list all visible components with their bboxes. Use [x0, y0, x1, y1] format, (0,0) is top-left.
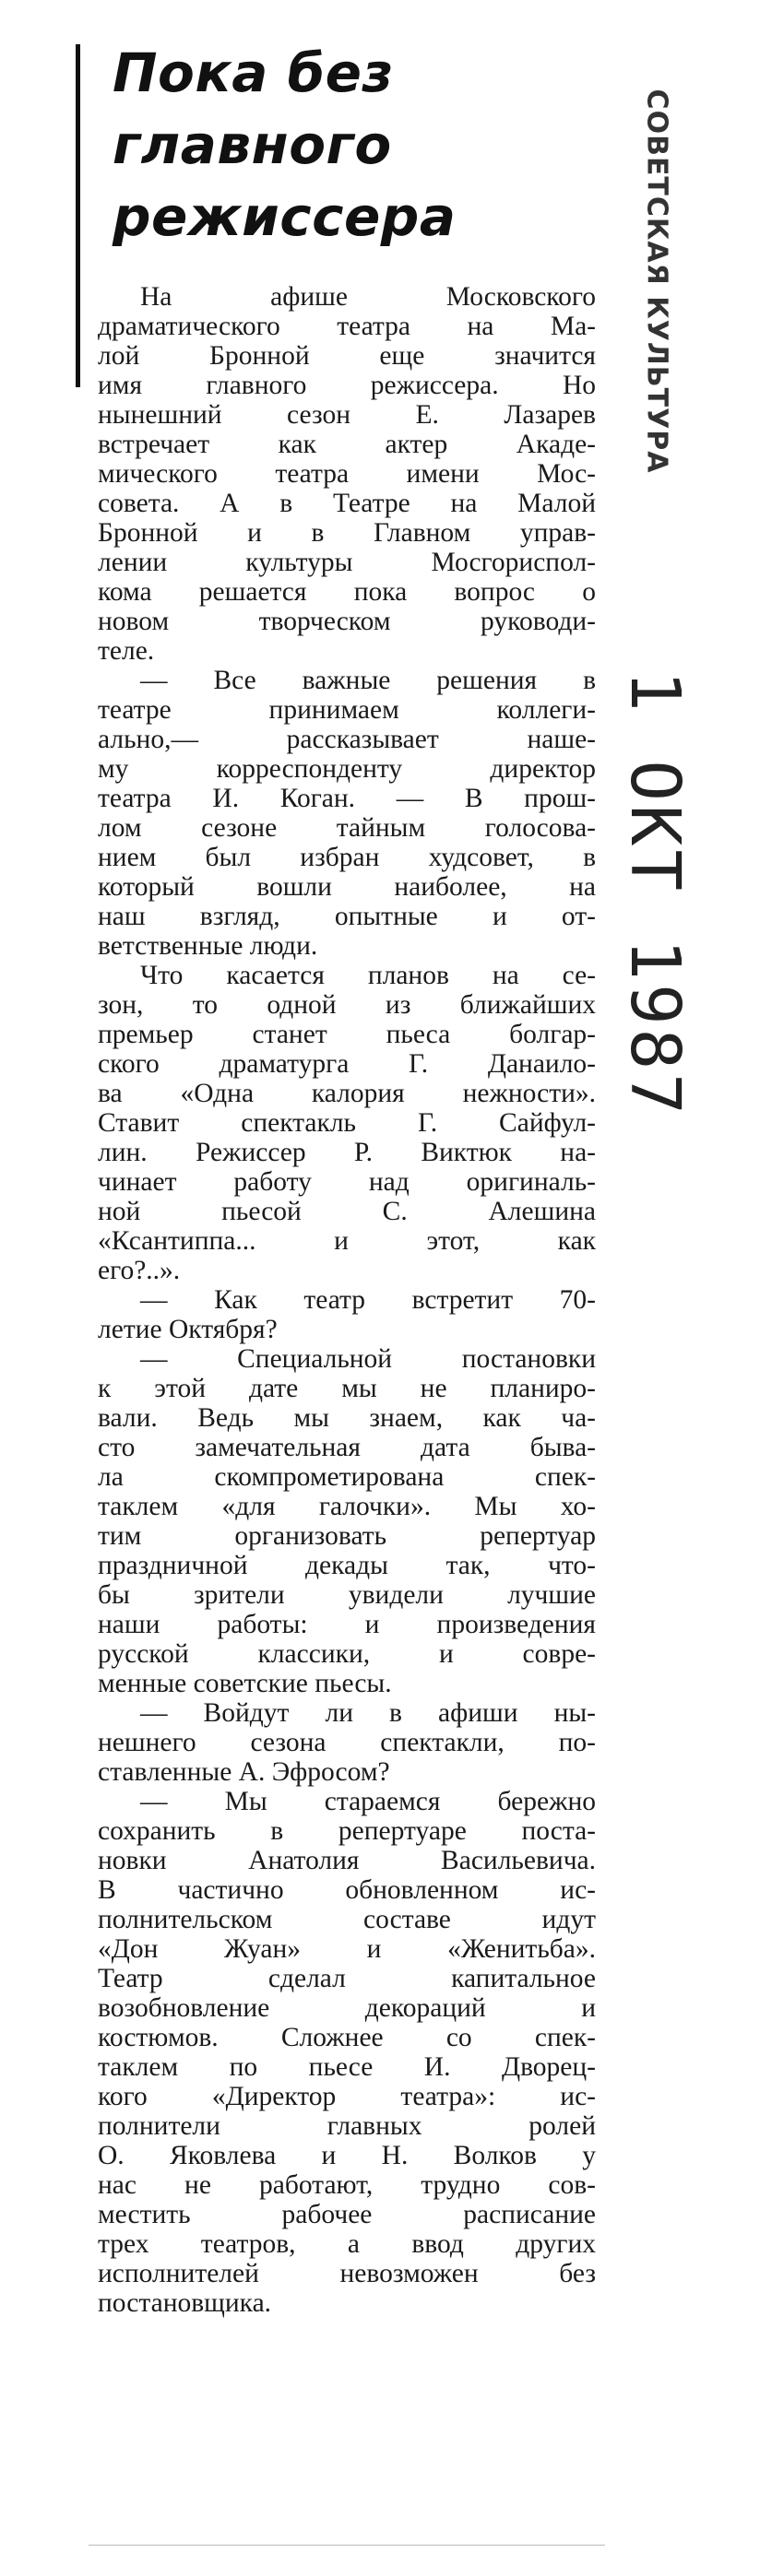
article-line: наши работы: и произведения — [98, 1610, 596, 1639]
article-line: Что касается планов на се- — [140, 961, 596, 990]
article-line: летие Октября? — [98, 1315, 278, 1344]
article-line: таклем по пьесе И. Дворец- — [98, 2052, 596, 2082]
article-line: Ставит спектакль Г. Сайфул- — [98, 1108, 596, 1138]
article-line: нием был избран худсовет, в — [98, 843, 596, 872]
article-line: театре принимаем коллеги- — [98, 695, 596, 725]
date-stamp — [609, 670, 701, 1118]
article-line: «Дон Жуан» и «Женитьба». — [98, 1934, 596, 1964]
article-line: наш взгляд, опытные и от- — [98, 902, 596, 931]
article-line: О. Яковлева и Н. Волков у — [98, 2141, 596, 2170]
article-line: лении культуры Мосгориспол- — [98, 548, 596, 577]
article-line: Бронной и в Главном управ- — [98, 518, 596, 548]
article-paragraph — [98, 1285, 596, 1344]
headline-line-1: Пока без — [113, 41, 394, 104]
article-line: ва «Одна калория нежности». — [98, 1079, 596, 1108]
article-line: му корреспонденту директор — [98, 754, 596, 784]
article-line: встречает как актер Акаде- — [98, 430, 596, 459]
article-line: таклем «для галочки». Мы хо- — [98, 1492, 596, 1521]
article-line: к этой дате мы не планиро- — [98, 1374, 596, 1403]
article-line: имя главного режиссера. Но — [98, 371, 596, 400]
article-line: полнители главных ролей — [98, 2111, 596, 2141]
article-paragraph — [98, 282, 596, 666]
article-line: — Мы стараемся бережно — [140, 1787, 596, 1816]
headline-vertical-rule — [76, 44, 80, 387]
article-line: мического театра имени Мос- — [98, 459, 596, 489]
article-line: теле. — [98, 636, 155, 666]
article-line: местить рабочее расписание — [98, 2200, 596, 2229]
article-line: новки Анатолия Васильевича. — [98, 1846, 596, 1875]
article-line: сохранить в репертуаре поста- — [98, 1816, 596, 1846]
headline-line-2: главного — [113, 113, 392, 176]
article-line: совета. А в Театре на Малой — [98, 489, 596, 518]
article-line: — Войдут ли в афиши ны- — [140, 1698, 596, 1728]
article-line: кома решается пока вопрос о — [98, 577, 596, 607]
article-line: трех театров, а ввод других — [98, 2229, 596, 2259]
article-line: нешнего сезона спектакли, по- — [98, 1728, 596, 1757]
source-stamp-text: СОВЕТСКАЯ КУЛЬТУРА — [640, 89, 673, 474]
article-line: ставленные А. Эфросом? — [98, 1757, 390, 1787]
article-line: премьер станет пьеса болгар- — [98, 1020, 596, 1049]
article-line: ла скомпрометирована спек- — [98, 1462, 596, 1492]
article-line: — Специальной постановки — [140, 1344, 596, 1374]
article-line: новом творческом руководи- — [98, 607, 596, 636]
article-line: который вошли наиболее, на — [98, 872, 596, 902]
article-paragraph — [98, 1787, 596, 2318]
article-paragraph — [98, 666, 596, 961]
article-line: «Ксантиппа... и этот, как — [98, 1226, 596, 1256]
article-line: ной пьесой С. Алешина — [98, 1197, 596, 1226]
article-line: полнительском составе идут — [98, 1905, 596, 1934]
article-body — [98, 282, 596, 2318]
article-line: вали. Ведь мы знаем, как ча- — [98, 1403, 596, 1433]
article-paragraph — [98, 1698, 596, 1787]
article-line: его?..». — [98, 1256, 181, 1285]
clipping-bottom-edge — [89, 2545, 605, 2546]
article-line: лом сезоне тайным голосова- — [98, 813, 596, 843]
article-line: лой Бронной еще значится — [98, 341, 596, 371]
headline-line-3: режиссера — [113, 185, 457, 248]
article-line: В частично обновленном ис- — [98, 1875, 596, 1905]
article-line: тим организовать репертуар — [98, 1521, 596, 1551]
article-line: театра И. Коган. — В прош- — [98, 784, 596, 813]
article-line: русской классики, и совре- — [98, 1639, 596, 1669]
article-line: — Как театр встретит 70- — [140, 1285, 596, 1315]
article-line: менные советские пьесы. — [98, 1669, 392, 1698]
article-paragraph — [98, 1344, 596, 1698]
article-line: Театр сделал капитальное — [98, 1964, 596, 1993]
article-line: зон, то одной из ближайших — [98, 990, 596, 1020]
date-stamp-text: 1 ОКТ 1987 — [615, 670, 695, 1118]
article-line: исполнителей невозможен без — [98, 2259, 596, 2288]
article-line: ально,— рассказывает наше- — [98, 725, 596, 754]
article-paragraph — [98, 961, 596, 1285]
article-line: возобновление декораций и — [98, 1993, 596, 2023]
article-headline — [113, 37, 481, 253]
article-line: сто замечательная дата быва- — [98, 1433, 596, 1462]
article-line: драматического театра на Ма- — [98, 312, 596, 341]
article-line: нас не работают, трудно сов- — [98, 2170, 596, 2200]
article-line: нынешний сезон Е. Лазарев — [98, 400, 596, 430]
article-line: ского драматурга Г. Данаило- — [98, 1049, 596, 1079]
article-line: праздничной декады так, что- — [98, 1551, 596, 1580]
article-line: — Все важные решения в — [140, 666, 596, 695]
article-line: кого «Директор театра»: ис- — [98, 2082, 596, 2111]
article-line: бы зрители увидели лучшие — [98, 1580, 596, 1610]
source-stamp — [638, 89, 675, 474]
article-line: постановщика. — [98, 2288, 272, 2318]
article-line: ветственные люди. — [98, 931, 318, 961]
article-line: костюмов. Сложнее со спек- — [98, 2023, 596, 2052]
article-line: чинает работу над оригиналь- — [98, 1167, 596, 1197]
article-line: лин. Режиссер Р. Виктюк на- — [98, 1138, 596, 1167]
article-line: На афише Московского — [140, 282, 596, 312]
